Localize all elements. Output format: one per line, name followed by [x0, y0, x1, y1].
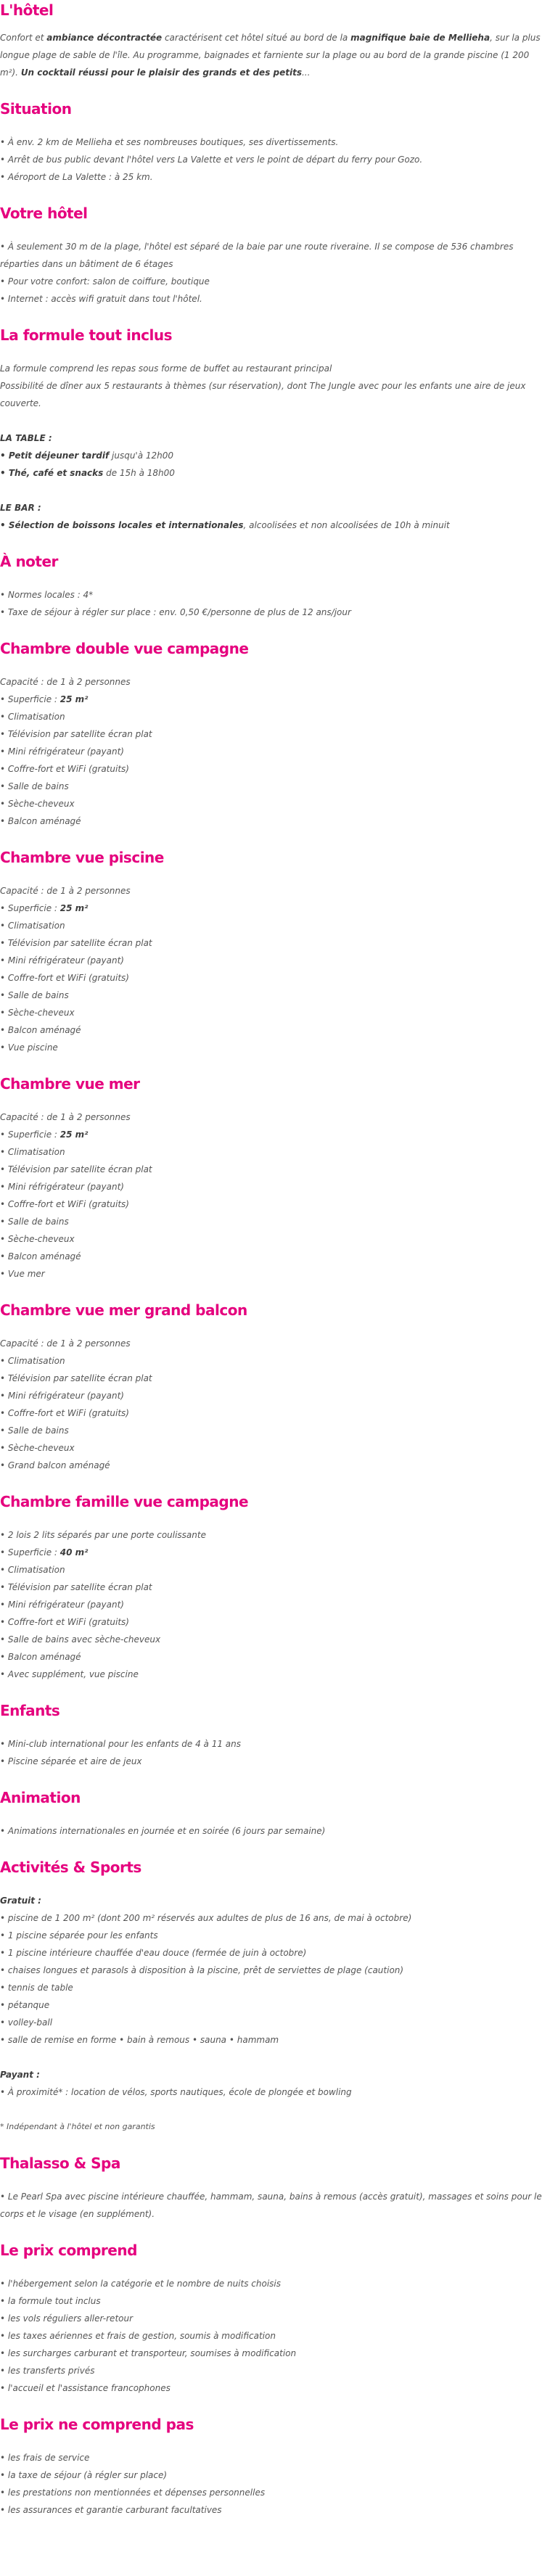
item-text: jusqu'à 12h00 — [109, 450, 174, 461]
section-prix-comprend — [0, 2240, 550, 2397]
intro-bold: Un cocktail réussi pour le plaisir des grands et des petits — [20, 67, 302, 78]
intro-text: Confort et — [0, 33, 47, 43]
capacity: Capacité : de 1 à 2 personnes — [0, 886, 131, 896]
table-label: LA TABLE : — [0, 433, 52, 443]
list-item: • Le Pearl Spa avec piscine intérieure chauffée, hammam, sauna, bains à remous (accès gratuit), massages et soins pour le corps et le visage (en supplément). — [0, 2192, 542, 2219]
list-item: • Normes locales : 4* — [0, 590, 94, 600]
list-item: • 1 piscine séparée pour les enfants — [0, 1930, 158, 1941]
intro-bold: magnifique baie de Mellieha — [350, 33, 491, 43]
list-item: • Piscine séparée et aire de jeux — [0, 1756, 142, 1766]
intro-text: caractérisent cet hôtel situé au bord de la — [162, 33, 351, 43]
hotel-intro — [0, 29, 550, 81]
intro-text: , sur la plus longue plage de sable de l'île. Au programme, baignades et farniente sur la plage ou au bord de la grande piscine (1 200 m²). — [0, 33, 541, 78]
free-label: Gratuit : — [0, 1896, 41, 1906]
section-title: Le prix ne comprend pas — [0, 2416, 194, 2433]
list-item: • Coffre-fort et WiFi (gratuits) — [0, 1408, 129, 1418]
list-item: • Salle de bains — [0, 990, 69, 1000]
section-prix-ne-comprend-pas — [0, 2414, 550, 2519]
bar-label: LE BAR : — [0, 503, 41, 513]
section-chambre-double — [0, 638, 550, 830]
list-item: • Balcon aménagé — [0, 1652, 81, 1662]
list-item: • Mini réfrigérateur (payant) — [0, 1600, 124, 1610]
list-item: • Coffre-fort et WiFi (gratuits) — [0, 973, 129, 983]
section-tout-inclus — [0, 325, 550, 534]
section-title: Animation — [0, 1789, 81, 1806]
list-item: • Animations internationales en journée et en soirée (6 jours par semaine) — [0, 1826, 326, 1836]
list-item: • les taxes aériennes et frais de gestion, soumis à modification — [0, 2331, 276, 2341]
section-votre-hotel — [0, 203, 550, 308]
list-item: • Pour votre confort: salon de coiffure, boutique — [0, 276, 210, 287]
list-item: • Internet : accès wifi gratuit dans tout l'hôtel. — [0, 294, 202, 304]
surface — [0, 691, 550, 708]
list-item: • Vue mer — [0, 1269, 45, 1279]
section-chambre-mer — [0, 1074, 550, 1283]
list-item: • Vue piscine — [0, 1042, 58, 1053]
formula-text: La formule comprend les repas sous forme de buffet au restaurant principal — [0, 363, 332, 374]
list-item — [0, 517, 550, 534]
list-item: • Coffre-fort et WiFi (gratuits) — [0, 1617, 129, 1627]
list-item: • Mini réfrigérateur (payant) — [0, 746, 124, 757]
section-title: Enfants — [0, 1702, 60, 1719]
section-title: Chambre vue mer grand balcon — [0, 1301, 247, 1319]
section-title: Chambre double vue campagne — [0, 640, 249, 657]
section-title: Chambre vue mer — [0, 1075, 140, 1092]
section-animation — [0, 1787, 550, 1840]
list-item: • les frais de service — [0, 2453, 90, 2463]
section-title: Activités & Sports — [0, 1859, 141, 1876]
section-title: Chambre vue piscine — [0, 849, 164, 866]
section-title: Thalasso & Spa — [0, 2155, 120, 2172]
surface-label: • Superficie : — [0, 903, 60, 913]
surface-value: 25 m² — [59, 1129, 89, 1140]
section-title: L'hôtel — [0, 1, 54, 19]
list-item: • Salle de bains — [0, 1425, 69, 1436]
section-chambre-mer-grand-balcon — [0, 1300, 550, 1474]
list-item: • À seulement 30 m de la plage, l'hôtel est séparé de la baie par une route riveraine. Il se compose de 536 chambres réparties dans un bâtiment de 6 étages — [0, 242, 514, 269]
section-title: À noter — [0, 553, 58, 570]
paid-label: Payant : — [0, 2070, 40, 2080]
list-item: • Climatisation — [0, 1147, 65, 1157]
list-item: • la taxe de séjour (à régler sur place) — [0, 2470, 168, 2480]
list-item: • les transferts privés — [0, 2366, 95, 2376]
list-item: • salle de remise en forme • bain à remous • sauna • hammam — [0, 2035, 279, 2045]
list-item: • Balcon aménagé — [0, 816, 81, 826]
list-item: • Climatisation — [0, 1356, 65, 1366]
section-title: Situation — [0, 100, 72, 118]
section-situation — [0, 99, 550, 186]
list-item: • Mini réfrigérateur (payant) — [0, 1182, 124, 1192]
capacity: Capacité : de 1 à 2 personnes — [0, 677, 131, 687]
list-item: • les vols réguliers aller-retour — [0, 2313, 134, 2324]
list-item: • À proximité* : location de vélos, sports nautiques, école de plongée et bowling — [0, 2087, 352, 2097]
section-title: La formule tout inclus — [0, 326, 172, 344]
list-item: • les assurances et garantie carburant facultatives — [0, 2505, 222, 2515]
list-item: • À env. 2 km de Mellieha et ses nombreuses boutiques, ses divertissements. — [0, 137, 339, 147]
list-item — [0, 464, 550, 482]
list-item: • Coffre-fort et WiFi (gratuits) — [0, 1199, 129, 1209]
list-item: • Salle de bains — [0, 781, 69, 791]
list-item: • Avec supplément, vue piscine — [0, 1669, 139, 1679]
section-enfants — [0, 1700, 550, 1770]
section-chambre-famille — [0, 1491, 550, 1683]
list-item: • Télévision par satellite écran plat — [0, 1373, 152, 1383]
list-item — [0, 447, 550, 464]
list-item: • volley-ball — [0, 2017, 53, 2028]
surface-label: • Superficie : — [0, 1547, 60, 1557]
surface — [0, 1544, 550, 1561]
footnote: * Indépendant à l'hôtel et non garantis — [0, 2122, 155, 2131]
surface — [0, 900, 550, 917]
list-item: • l'hébergement selon la catégorie et le nombre de nuits choisis — [0, 2279, 282, 2289]
list-item: • Télévision par satellite écran plat — [0, 729, 152, 739]
section-chambre-piscine — [0, 847, 550, 1056]
list-item: • Aéroport de La Valette : à 25 km. — [0, 172, 153, 182]
list-item: • Climatisation — [0, 712, 65, 722]
intro-text: ... — [301, 67, 311, 78]
list-item: • Télévision par satellite écran plat — [0, 938, 152, 948]
list-item: • Télévision par satellite écran plat — [0, 1582, 152, 1592]
surface-label: • Superficie : — [0, 694, 60, 704]
surface-label: • Superficie : — [0, 1129, 60, 1140]
list-item: • Mini réfrigérateur (payant) — [0, 955, 124, 966]
list-item: • Grand balcon aménagé — [0, 1460, 110, 1470]
list-item: • Coffre-fort et WiFi (gratuits) — [0, 764, 129, 774]
list-item: • Mini réfrigérateur (payant) — [0, 1391, 124, 1401]
list-item: • Mini-club international pour les enfants de 4 à 11 ans — [0, 1739, 241, 1749]
list-item: • les prestations non mentionnées et dépenses personnelles — [0, 2487, 266, 2498]
list-item: • Salle de bains avec sèche-cheveux — [0, 1634, 161, 1645]
section-title: Le prix comprend — [0, 2242, 137, 2259]
item-text: , alcoolisées et non alcoolisées de 10h à minuit — [243, 520, 450, 530]
capacity: Capacité : de 1 à 2 personnes — [0, 1338, 131, 1349]
list-item: • Sèche-cheveux — [0, 1443, 75, 1453]
list-item: • Climatisation — [0, 921, 65, 931]
section-activites — [0, 1857, 550, 2136]
list-item: • la formule tout inclus — [0, 2296, 101, 2306]
list-item: • piscine de 1 200 m² (dont 200 m² réservés aux adultes de plus de 16 ans, de mai à octobre) — [0, 1913, 412, 1923]
section-thalasso — [0, 2153, 550, 2223]
item-bold: • Thé, café et snacks — [0, 468, 104, 478]
list-item: • Sèche-cheveux — [0, 1008, 75, 1018]
surface-value: 40 m² — [59, 1547, 89, 1557]
list-item: • Arrêt de bus public devant l'hôtel vers La Valette et vers le point de départ du ferry pour Gozo. — [0, 155, 423, 165]
list-item: • les surcharges carburant et transporteur, soumises à modification — [0, 2348, 297, 2358]
list-item: • Balcon aménagé — [0, 1025, 81, 1035]
surface-value: 25 m² — [59, 903, 89, 913]
list-item: • Télévision par satellite écran plat — [0, 1164, 152, 1174]
list-item: • 2 lois 2 lits séparés par une porte coulissante — [0, 1530, 206, 1540]
intro-bold: ambiance décontractée — [46, 33, 163, 43]
list-item: • Taxe de séjour à régler sur place : env. 0,50 €/personne de plus de 12 ans/jour — [0, 607, 351, 617]
item-bold: • Petit déjeuner tardif — [0, 450, 110, 461]
item-text: de 15h à 18h00 — [103, 468, 175, 478]
list-item: • Balcon aménagé — [0, 1251, 81, 1262]
section-title: Chambre famille vue campagne — [0, 1493, 249, 1510]
formula-text: Possibilité de dîner aux 5 restaurants à thèmes (sur réservation), dont The Jungle avec pour les enfants une aire de jeux couverte. — [0, 381, 526, 408]
surface — [0, 1126, 550, 1143]
list-item: • Sèche-cheveux — [0, 799, 75, 809]
list-item: • l'accueil et l'assistance francophones — [0, 2383, 171, 2393]
list-item: • chaises longues et parasols à disposition à la piscine, prêt de serviettes de plage (caution) — [0, 1965, 404, 1975]
list-item: • tennis de table — [0, 1983, 73, 1993]
list-item: • Climatisation — [0, 1565, 65, 1575]
section-a-noter — [0, 551, 550, 621]
section-hotel — [0, 0, 550, 81]
capacity: Capacité : de 1 à 2 personnes — [0, 1112, 131, 1122]
section-title: Votre hôtel — [0, 205, 88, 222]
list-item: • 1 piscine intérieure chauffée d'eau douce (fermée de juin à octobre) — [0, 1948, 307, 1958]
item-bold: • Sélection de boissons locales et internationales — [0, 520, 244, 530]
list-item: • pétanque — [0, 2000, 50, 2010]
list-item: • Sèche-cheveux — [0, 1234, 75, 1244]
list-item: • Salle de bains — [0, 1217, 69, 1227]
surface-value: 25 m² — [59, 694, 89, 704]
